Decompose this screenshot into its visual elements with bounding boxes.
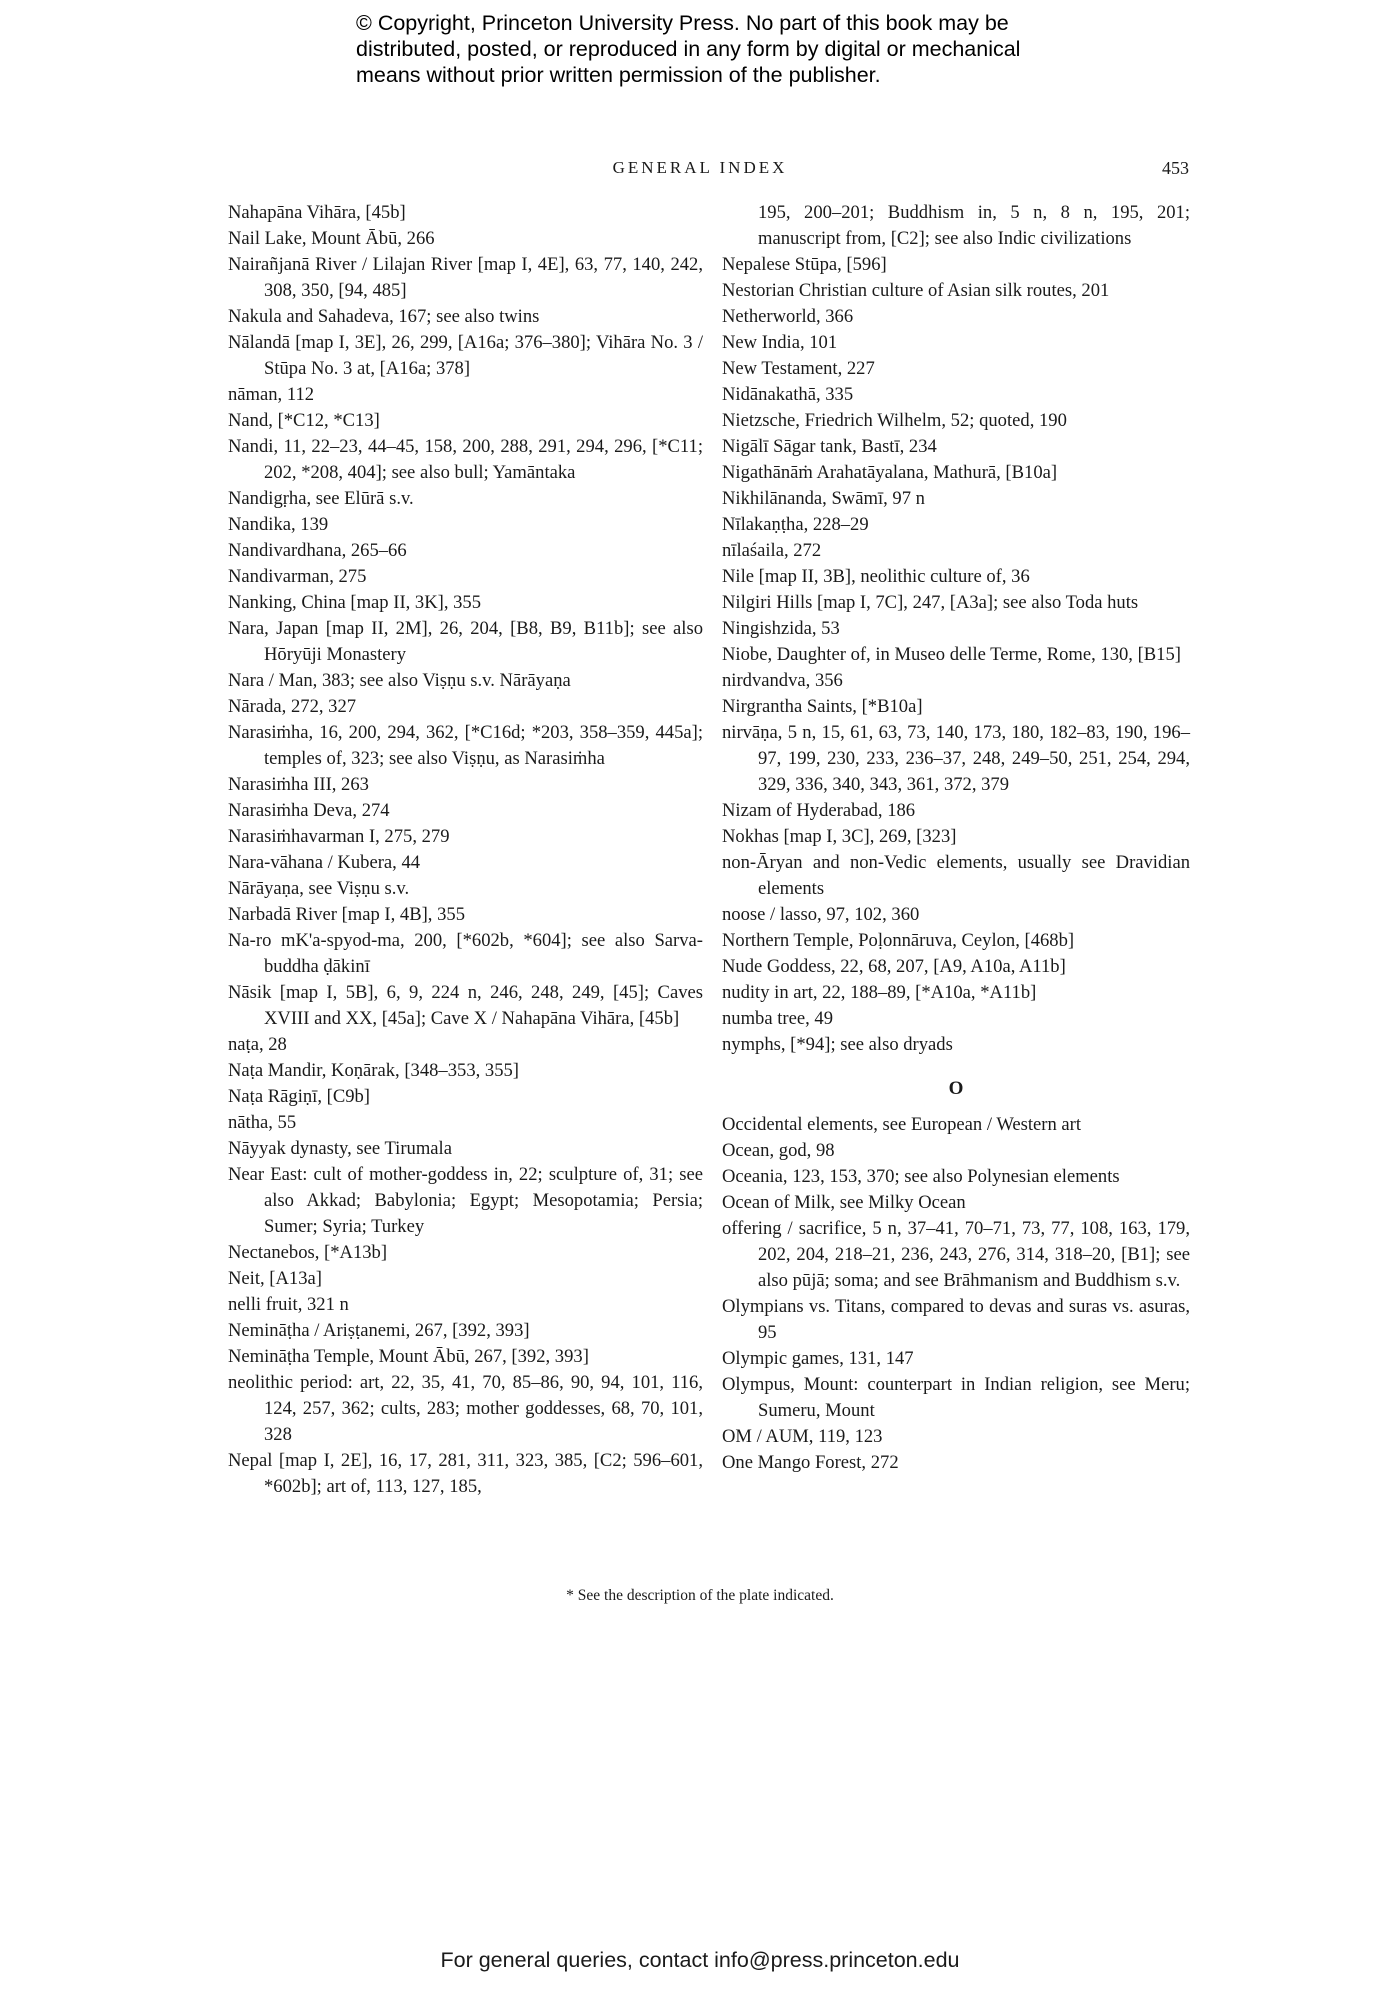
index-entry: Nara-vāhana / Kubera, 44	[228, 852, 421, 873]
index-entry: Nandika, 139	[228, 514, 329, 535]
index-entry: Netherworld, 366	[722, 306, 854, 327]
index-column-right	[722, 200, 1190, 1476]
index-entry: Nude Goddess, 22, 68, 207, [A9, A10a, A11b]	[722, 956, 1066, 977]
footer-contact: For general queries, contact info@press.princeton.edu	[440, 1948, 960, 1972]
index-entry: Oceania, 123, 153, 370; see also Polynesian elements	[722, 1166, 1120, 1187]
index-entry: Ocean of Milk, see Milky Ocean	[722, 1192, 966, 1213]
copyright-line: distributed, posted, or reproduced in any form by digital or mechanical	[356, 37, 1021, 61]
copyright-notice	[356, 10, 1116, 88]
index-entry: Nālandā [map I, 3E], 26, 299, [A16a; 376–380]; Vihāra No. 3 / Stūpa No. 3 at, [A16a; 378]	[228, 332, 703, 379]
index-entry: Nestorian Christian culture of Asian silk routes, 201	[722, 280, 1110, 301]
index-entry: Nandigṛha, see Elūrā s.v.	[228, 488, 414, 509]
index-entry: nīlaśaila, 272	[722, 540, 822, 561]
index-entry: Nepal [map I, 2E], 16, 17, 281, 311, 323, 385, [C2; 596–601, *602b]; art of, 113, 127, 185,	[228, 1450, 703, 1497]
index-entry: Nairañjanā River / Lilajan River [map I, 4E], 63, 77, 140, 242, 308, 350, [94, 485]	[228, 254, 703, 301]
index-column-left	[228, 200, 703, 1500]
page-header	[0, 158, 1400, 184]
index-entries-n	[722, 252, 1190, 1058]
index-entry: Neit, [A13a]	[228, 1268, 322, 1289]
section-letter: O	[948, 1078, 964, 1099]
index-entry: New Testament, 227	[722, 358, 875, 379]
index-entry: Nand, [*C12, *C13]	[228, 410, 380, 431]
index-entry: neolithic period: art, 22, 35, 41, 70, 85–86, 90, 94, 101, 116, 124, 257, 362; cults, 283; mother goddesses, 68, 70, 101, 328	[228, 1372, 703, 1445]
index-entry: Nokhas [map I, 3C], 269, [323]	[722, 826, 957, 847]
index-entry: Nandi, 11, 22–23, 44–45, 158, 200, 288, 291, 294, 296, [*C11; 202, *208, 404]; see also bull; Yamāntaka	[228, 436, 703, 483]
index-entry: Nemināṭha / Ariṣṭanemi, 267, [392, 393]	[228, 1320, 530, 1341]
index-entry: nātha, 55	[228, 1112, 297, 1133]
index-entry: Nigālī Sāgar tank, Bastī, 234	[722, 436, 937, 457]
index-entry: Nāsik [map I, 5B], 6, 9, 224 n, 246, 248, 249, [45]; Caves XVIII and XX, [45a]; Cave X / Nahapāna Vihāra, [45b]	[228, 982, 703, 1029]
copyright-line: means without prior written permission of the publisher.	[356, 63, 881, 87]
index-entry: nirdvandva, 356	[722, 670, 843, 691]
index-entry: Nietzsche, Friedrich Wilhelm, 52; quoted, 190	[722, 410, 1067, 431]
index-entry: noose / lasso, 97, 102, 360	[722, 904, 920, 925]
index-entry: Nandivarman, 275	[228, 566, 367, 587]
index-entry: Nanking, China [map II, 3K], 355	[228, 592, 482, 613]
index-entry: numba tree, 49	[722, 1008, 834, 1029]
index-entry: Nārada, 272, 327	[228, 696, 357, 717]
index-entry-continuation: 195, 200–201; Buddhism in, 5 n, 8 n, 195, 201; manuscript from, [C2]; see also Indic civilizations	[758, 202, 1190, 249]
index-entry: Nile [map II, 3B], neolithic culture of, 36	[722, 566, 1030, 587]
index-entry: OM / AUM, 119, 123	[722, 1426, 883, 1447]
index-entry: Nilgiri Hills [map I, 7C], 247, [A3a]; see also Toda huts	[722, 592, 1139, 613]
index-entries-o	[722, 1112, 1190, 1476]
index-entry: Nara / Man, 383; see also Viṣṇu s.v. Nārāyaṇa	[228, 670, 571, 691]
index-entry: Northern Temple, Poḷonnāruva, Ceylon, [468b]	[722, 930, 1075, 951]
index-entry: Nepalese Stūpa, [596]	[722, 254, 887, 275]
index-entry: naṭa, 28	[228, 1034, 287, 1055]
index-entry: Ocean, god, 98	[722, 1140, 835, 1161]
index-entry: Nizam of Hyderabad, 186	[722, 800, 916, 821]
index-entry: Nail Lake, Mount Ābū, 266	[228, 228, 435, 249]
index-entry: Nikhilānanda, Swāmī, 97 n	[722, 488, 925, 509]
index-entry: Narasiṁha, 16, 200, 294, 362, [*C16d; *203, 358–359, 445a]; temples of, 323; see also Viṣṇu, as Narasiṁha	[228, 722, 703, 769]
index-entry: Nemināṭha Temple, Mount Ābū, 267, [392, 393]	[228, 1346, 589, 1367]
index-entry: Na-ro mK'a-spyod-ma, 200, [*602b, *604]; see also Sarva-buddha ḍākinī	[228, 930, 703, 977]
index-entry: Near East: cult of mother-goddess in, 22; sculpture of, 31; see also Akkad; Babylonia; Egypt; Mesopotamia; Persia; Sumer; Syria; Turkey	[228, 1164, 703, 1237]
index-entry: Niobe, Daughter of, in Museo delle Terme, Rome, 130, [B15]	[722, 644, 1181, 665]
index-entry: New India, 101	[722, 332, 838, 353]
index-entry: Naṭa Mandir, Koṇārak, [348–353, 355]	[228, 1060, 519, 1081]
index-entry: Nakula and Sahadeva, 167; see also twins	[228, 306, 540, 327]
index-entry: non-Āryan and non-Vedic elements, usually see Dravidian elements	[722, 852, 1190, 899]
index-entry: Nigathānāṁ Arahatāyalana, Mathurā, [B10a]	[722, 462, 1058, 483]
index-entry: nymphs, [*94]; see also dryads	[722, 1034, 953, 1055]
index-entry: Nandivardhana, 265–66	[228, 540, 407, 561]
index-entry: Nirgrantha Saints, [*B10a]	[722, 696, 923, 717]
index-entry: nudity in art, 22, 188–89, [*A10a, *A11b]	[722, 982, 1037, 1003]
index-entry: Nāyyak dynasty, see Tirumala	[228, 1138, 452, 1159]
index-entry: Naṭa Rāgiṇī, [C9b]	[228, 1086, 371, 1107]
index-entry: Olympus, Mount: counterpart in Indian religion, see Meru; Sumeru, Mount	[722, 1374, 1190, 1421]
running-title: GENERAL INDEX	[612, 158, 788, 177]
index-entry: Nārāyaṇa, see Viṣṇu s.v.	[228, 878, 410, 899]
index-entry: Occidental elements, see European / Western art	[722, 1114, 1082, 1135]
index-entry: Nahapāna Vihāra, [45b]	[228, 202, 406, 223]
index-entry: offering / sacrifice, 5 n, 37–41, 70–71, 73, 77, 108, 163, 179, 202, 204, 218–21, 236, 243, 276, 314, 318–20, [B1]; see also pūjā; soma; and see Brāhmanism and Buddhism s.v.	[722, 1218, 1190, 1291]
index-entry: One Mango Forest, 272	[722, 1452, 899, 1473]
footnote: * See the description of the plate indicated.	[566, 1587, 834, 1604]
index-entry: Ningishzida, 53	[722, 618, 840, 639]
index-entry: nāman, 112	[228, 384, 315, 405]
index-entry: Nara, Japan [map II, 2M], 26, 204, [B8, B9, B11b]; see also Hōryūji Monastery	[228, 618, 703, 665]
index-entry: Nīlakaṇṭha, 228–29	[722, 514, 869, 535]
copyright-line: © Copyright, Princeton University Press. No part of this book may be	[356, 11, 1009, 35]
index-entry: Narbadā River [map I, 4B], 355	[228, 904, 465, 925]
index-entry: nirvāṇa, 5 n, 15, 61, 63, 73, 140, 173, 180, 182–83, 190, 196–97, 199, 230, 233, 236–37, 248, 249–50, 251, 254, 294, 329, 336, 340, 343, 361, 372, 379	[722, 722, 1190, 795]
page-number: 453	[1162, 158, 1189, 178]
index-entry: Narasiṁha III, 263	[228, 774, 369, 795]
index-entry: Narasiṁha Deva, 274	[228, 800, 390, 821]
index-entry: Olympians vs. Titans, compared to devas and suras vs. asuras, 95	[722, 1296, 1190, 1343]
index-entry: Nidānakathā, 335	[722, 384, 854, 405]
index-entry: Narasiṁhavarman I, 275, 279	[228, 826, 450, 847]
index-entry: Olympic games, 131, 147	[722, 1348, 914, 1369]
index-entry: nelli fruit, 321 n	[228, 1294, 349, 1315]
index-entry: Nectanebos, [*A13b]	[228, 1242, 388, 1263]
